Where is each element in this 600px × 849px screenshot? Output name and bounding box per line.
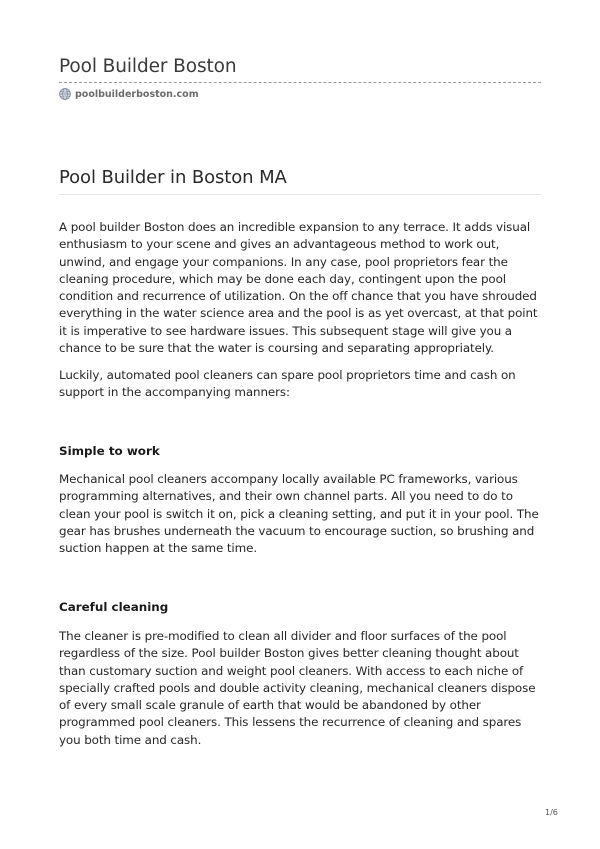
section-heading-simple-to-work: Simple to work (59, 444, 160, 458)
lead-in-paragraph: Luckily, automated pool cleaners can spare pool proprietors time and cash on support in the accompanying manners: (59, 368, 516, 400)
section-heading-careful-cleaning: Careful cleaning (59, 600, 169, 614)
source-link[interactable] (59, 87, 199, 101)
site-title: Pool Builder Boston (59, 56, 237, 77)
intro-paragraph: A pool builder Boston does an incredible expansion to any terrace. It adds visual enthusiasm to your scene and gives an advantageous method to work out, unwind, and engage your companions. In any case, pool proprietors fear the cleaning procedure, which may be done each day, contingent upon the pool condition and recurrence of utilization. On the off chance that you have shrouded everything in the water science area and the pool is as yet overcast, at that point it is imperative to see hardware issues. This subsequent stage will give you a chance to be sure that the water is coursing and separating appropriately. (59, 220, 538, 356)
page-number: 1/6 (545, 808, 558, 817)
globe-icon (59, 88, 71, 100)
article-title: Pool Builder in Boston MA (59, 167, 287, 188)
header-divider (59, 82, 541, 83)
title-divider (59, 194, 541, 195)
section-text-careful-cleaning: The cleaner is pre-modified to clean all divider and floor surfaces of the pool regardless of the size. Pool builder Boston gives better cleaning thought about than customary suction and weight pool cleaners. With access to each niche of specially crafted pools and double activity cleaning, mechanical cleaners dispose of every small scale granule of earth that would be abandoned by other programmed pool cleaners. This lessens the recurrence of cleaning and spares you both time and cash. (59, 629, 536, 747)
source-url[interactable]: poolbuilderboston.com (75, 88, 199, 100)
section-text-simple-to-work: Mechanical pool cleaners accompany locally available PC frameworks, various programming alternatives, and their own channel parts. All you need to do to clean your pool is switch it on, pick a cleaning setting, and put it in your pool. The gear has brushes underneath the vacuum to encourage suction, so brushing and suction happen at the same time. (59, 472, 539, 556)
